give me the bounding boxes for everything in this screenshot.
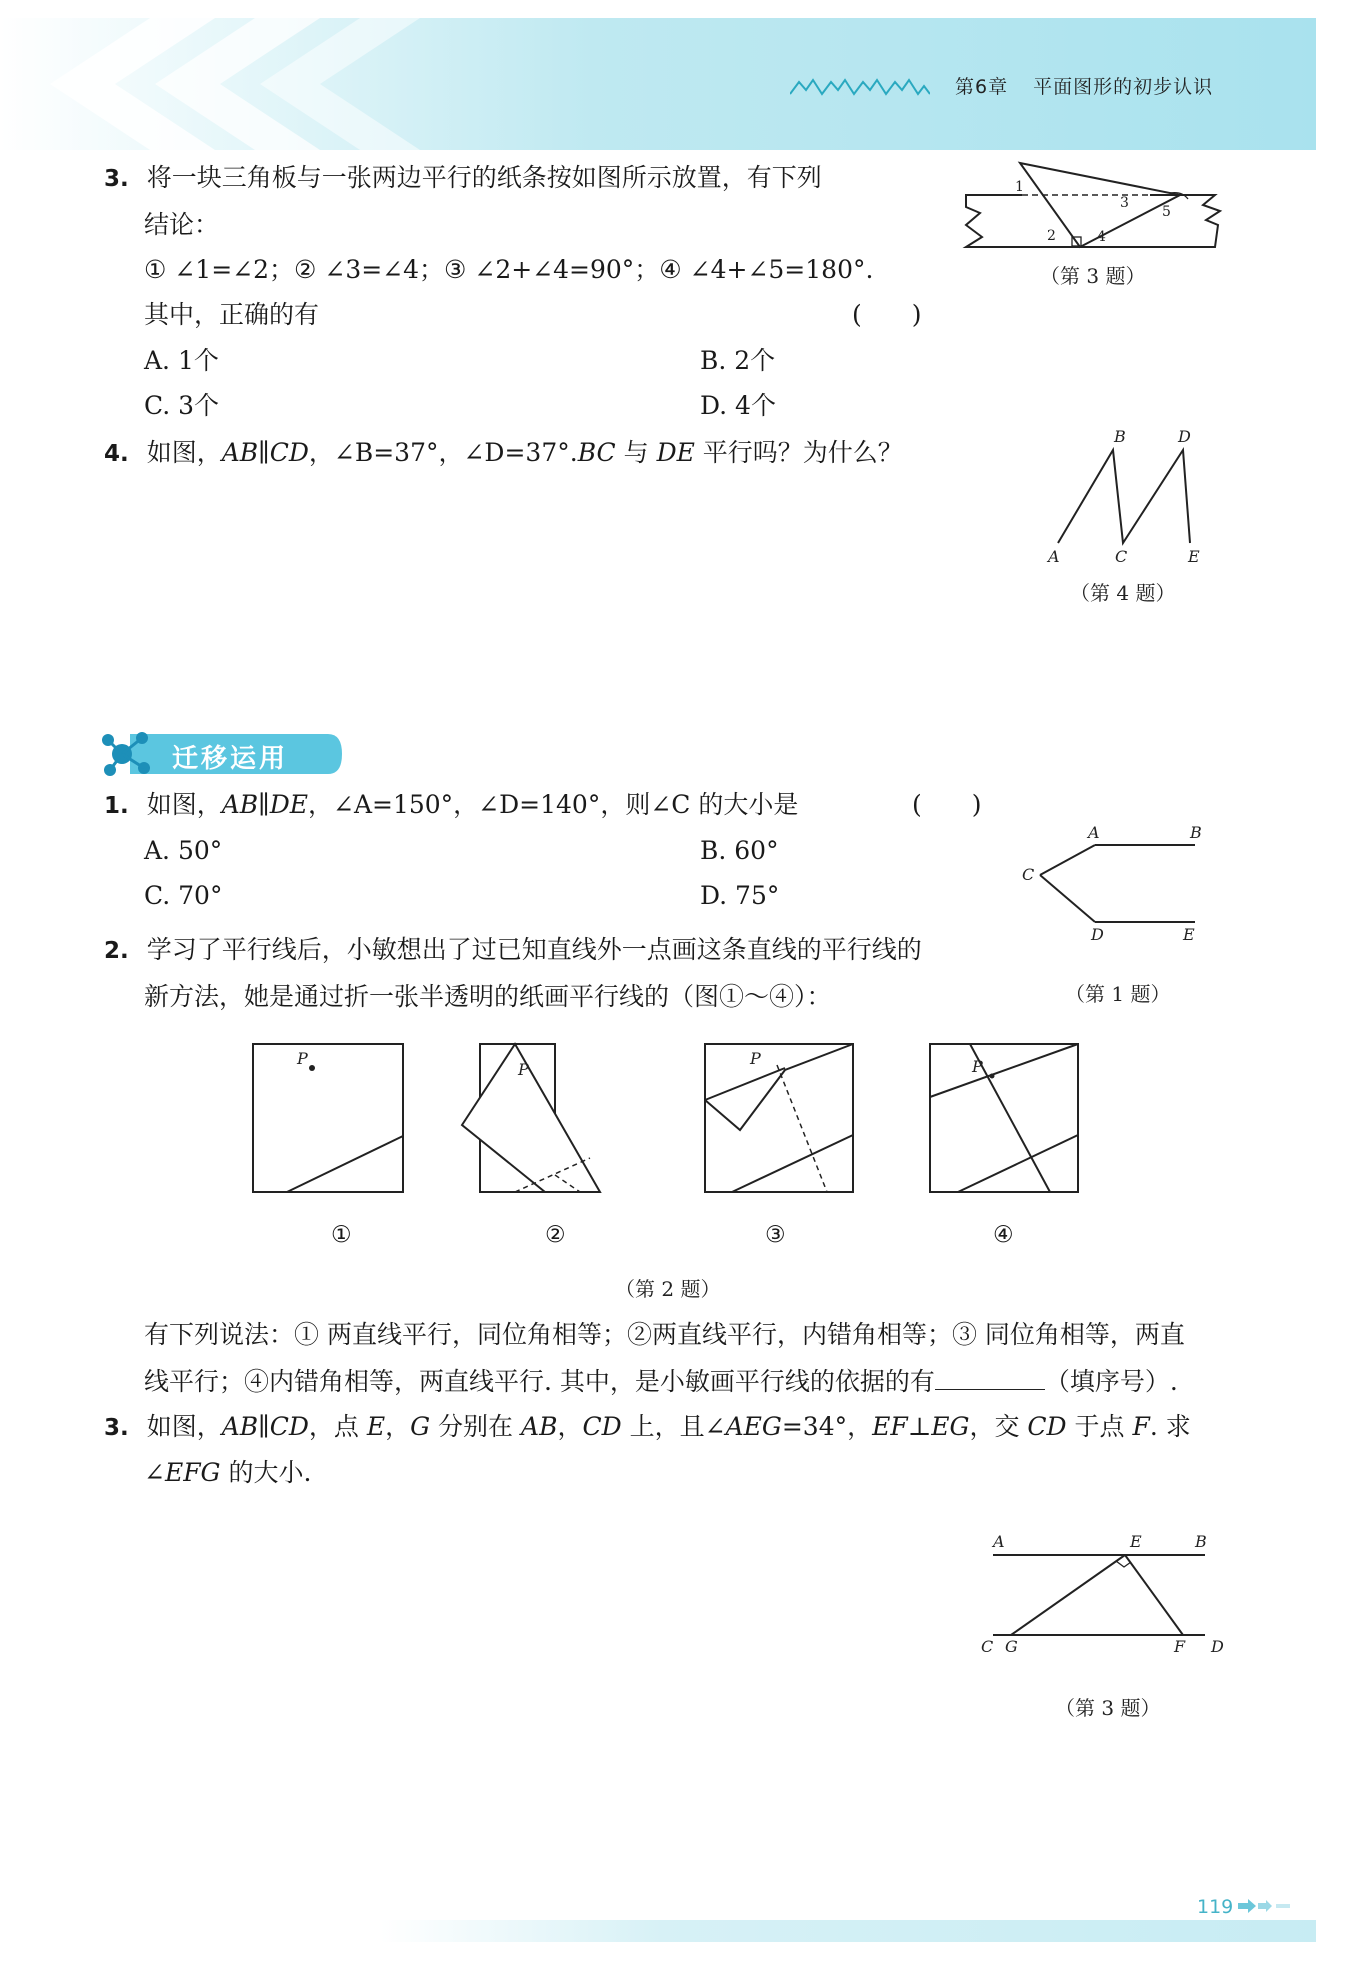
angle-label-4: 4 [1097, 229, 1106, 245]
q4-text-bc: BC [577, 438, 616, 467]
s2-q1-line [104, 790, 798, 821]
chapter-title: 平面图形的初步认识 [1033, 76, 1214, 98]
s2-q3-mid4: =34°， [781, 1412, 873, 1441]
s2-q1-number: 1. [104, 793, 129, 819]
q3-answer-paren: ( ) [852, 300, 922, 329]
s2-q1-text-pre: 如图， [146, 790, 222, 819]
s2-q3-point-b: B [1195, 1532, 1207, 1551]
q4-point-c: C [1115, 547, 1128, 566]
s2-q1-option-a: A. 50° [144, 836, 223, 865]
q4-text-pre: 如图， [146, 438, 222, 467]
s2-q3-end: . 求 [1149, 1412, 1191, 1441]
angle-label-1: 1 [1015, 179, 1024, 195]
q3-option-b: B. 2个 [700, 346, 776, 375]
q3-number: 3. [104, 166, 129, 192]
s2-q3-e: E [366, 1412, 386, 1441]
s2-q2-answer-blank[interactable] [935, 1367, 1045, 1390]
q4-point-b: B [1114, 427, 1126, 446]
s2-q3-number: 3. [104, 1415, 129, 1441]
fold-step-3 [705, 1044, 853, 1192]
s2-q2-line1 [104, 935, 922, 966]
angle-label-5: 5 [1162, 204, 1171, 220]
s2-q3-g: G [410, 1412, 431, 1441]
s2-q2-line4 [144, 1367, 1178, 1397]
s2-q1-figure [1015, 820, 1220, 945]
s2-q3-ab2: AB [521, 1412, 558, 1441]
q4-text-par: ∥ [258, 438, 270, 467]
q4-text-de: DE [656, 438, 695, 467]
s2-q3-aeg: AEG [725, 1412, 782, 1441]
section-badge-label: 迁移运用 [172, 744, 289, 774]
s2-q2-figure-row [250, 1040, 1100, 1215]
s2-q3-cd2: CD [582, 1412, 622, 1441]
s2-q3-efg: EFG [164, 1458, 221, 1487]
q3-text-line1: 将一块三角板与一张两边平行的纸条按如图所示放置，有下列 [146, 163, 822, 192]
q4-line [104, 438, 903, 469]
q4-point-e: E [1188, 547, 1200, 566]
s2-q1-option-c: C. 70° [144, 881, 223, 910]
s2-q3-cd3: CD [1027, 1412, 1067, 1441]
q3-option-c: C. 3个 [144, 391, 220, 420]
s2-q1-answer-paren: ( ) [912, 790, 982, 819]
s2-q3-point-e: E [1130, 1532, 1142, 1551]
q3-option-d: D. 4个 [700, 391, 776, 420]
s2-q3-text-pre: 如图， [146, 1412, 222, 1441]
q3-text-line3: ① ∠1=∠2；② ∠3=∠4；③ ∠2+∠4=90°；④ ∠4+∠5=180°. [144, 255, 874, 284]
fold-step-1 [253, 1044, 403, 1192]
s2-q3-line2 [144, 1458, 311, 1488]
mountain-pattern-icon [790, 78, 930, 96]
s2-q1-text-par: ∥ [258, 790, 270, 819]
chapter-header [955, 72, 1213, 99]
fold-step-4 [930, 1044, 1078, 1192]
fold-step-3-mark: ③ [765, 1222, 786, 1248]
page-number: 119 [1197, 1896, 1234, 1918]
s2-q3-f: F [1132, 1412, 1150, 1441]
s2-q3-cd: CD [269, 1412, 309, 1441]
fold-step-1-mark: ① [331, 1222, 352, 1248]
s2-q2-text-line1: 学习了平行线后，小敏想出了过已知直线外一点画这条直线的平行线的 [146, 935, 922, 964]
footer-band [380, 1920, 1316, 1942]
s2-q2-text-line4a: 线平行；④内错角相等，两直线平行. 其中，是小敏画平行线的依据的有 [144, 1367, 935, 1396]
s2-q3-figure [975, 1525, 1245, 1660]
q3-figure-caption: （第 3 题） [1040, 264, 1146, 288]
s2-q3-ab: AB [221, 1412, 259, 1441]
s2-q3-comma2: ， [557, 1412, 583, 1441]
s2-q1-option-b: B. 60° [700, 836, 779, 865]
fold-step-3-point-p: P [750, 1049, 761, 1068]
fold-step-2-point-p: P [518, 1060, 529, 1079]
s2-q3-figure-caption: （第 3 题） [1055, 1696, 1161, 1720]
q3-line1 [104, 163, 822, 194]
s2-q3-perp: ⊥ [907, 1412, 932, 1441]
q4-figure-caption: （第 4 题） [1070, 581, 1176, 605]
s2-q3-mid6: 于点 [1066, 1412, 1133, 1441]
angle-label-3: 3 [1120, 195, 1129, 211]
s2-q1-text-mid: ，∠A=150°，∠D=140°，则∠C 的大小是 [308, 790, 799, 819]
s2-q3-mid2: 分别在 [430, 1412, 522, 1441]
q3-text-line4: 其中，正确的有 [144, 300, 320, 329]
q4-text-cd: CD [269, 438, 309, 467]
fold-step-2 [462, 1044, 600, 1192]
s2-q2-text-line2: 新方法，她是通过折一张半透明的纸画平行线的（图①～④）： [144, 982, 832, 1011]
s2-q3-angle: ∠ [144, 1458, 165, 1487]
q4-figure [1040, 425, 1220, 570]
q4-text-ab: AB [221, 438, 259, 467]
s2-q1-option-d: D. 75° [700, 881, 780, 910]
header-chevron-decoration [0, 18, 520, 150]
s2-q1-point-c: C [1022, 865, 1035, 884]
s2-q1-text-de: DE [269, 790, 309, 819]
s2-q2-figure-caption: （第 2 题） [615, 1277, 721, 1301]
chapter-number: 第6章 [955, 76, 1009, 98]
fold-step-4-point-p: P [972, 1057, 983, 1076]
q4-point-a: A [1048, 547, 1060, 566]
s2-q3-mid3: 上，且∠ [621, 1412, 726, 1441]
s2-q3-point-f: F [1174, 1637, 1186, 1656]
s2-q3-point-g: G [1005, 1637, 1018, 1656]
s2-q3-eg: EG [931, 1412, 970, 1441]
s2-q3-line2-end: 的大小. [220, 1458, 312, 1487]
fold-step-4-mark: ④ [993, 1222, 1014, 1248]
q4-text-post: 平行吗？为什么？ [694, 438, 903, 467]
s2-q1-figure-caption: （第 1 题） [1065, 982, 1171, 1006]
s2-q1-point-e: E [1183, 925, 1195, 944]
arrow-right-icon [1236, 1898, 1296, 1914]
s2-q1-point-a: A [1088, 823, 1100, 842]
s2-q1-point-d: D [1091, 925, 1104, 944]
q3-option-a: A. 1个 [144, 346, 219, 375]
q4-text-with: 与 [615, 438, 657, 467]
s2-q1-text-ab: AB [221, 790, 259, 819]
q3-figure [960, 155, 1230, 255]
s2-q3-ef: EF [872, 1412, 908, 1441]
s2-q3-point-c: C [981, 1637, 994, 1656]
s2-q2-number: 2. [104, 938, 129, 964]
s2-q3-point-d: D [1211, 1637, 1224, 1656]
s2-q3-par: ∥ [258, 1412, 270, 1441]
angle-label-2: 2 [1047, 228, 1056, 244]
fold-step-1-point-p: P [297, 1049, 308, 1068]
q4-text-mid: ，∠B=37°，∠D=37°. [308, 438, 578, 467]
s2-q3-mid5: ，交 [969, 1412, 1028, 1441]
s2-q3-line1 [104, 1412, 1191, 1443]
fold-step-2-mark: ② [545, 1222, 566, 1248]
s2-q2-text-line3: 有下列说法：① 两直线平行，同位角相等；②两直线平行，内错角相等；③ 同位角相等，两直 [144, 1320, 1185, 1349]
s2-q2-text-line4b: （填序号）. [1044, 1367, 1178, 1396]
s2-q3-comma: ， [385, 1412, 411, 1441]
q4-number: 4. [104, 441, 129, 467]
q4-point-d: D [1178, 427, 1191, 446]
s2-q3-mid1: ，点 [308, 1412, 367, 1441]
s2-q1-point-b: B [1190, 823, 1202, 842]
q3-text-line2: 结论： [144, 210, 220, 239]
s2-q3-point-a: A [993, 1532, 1005, 1551]
